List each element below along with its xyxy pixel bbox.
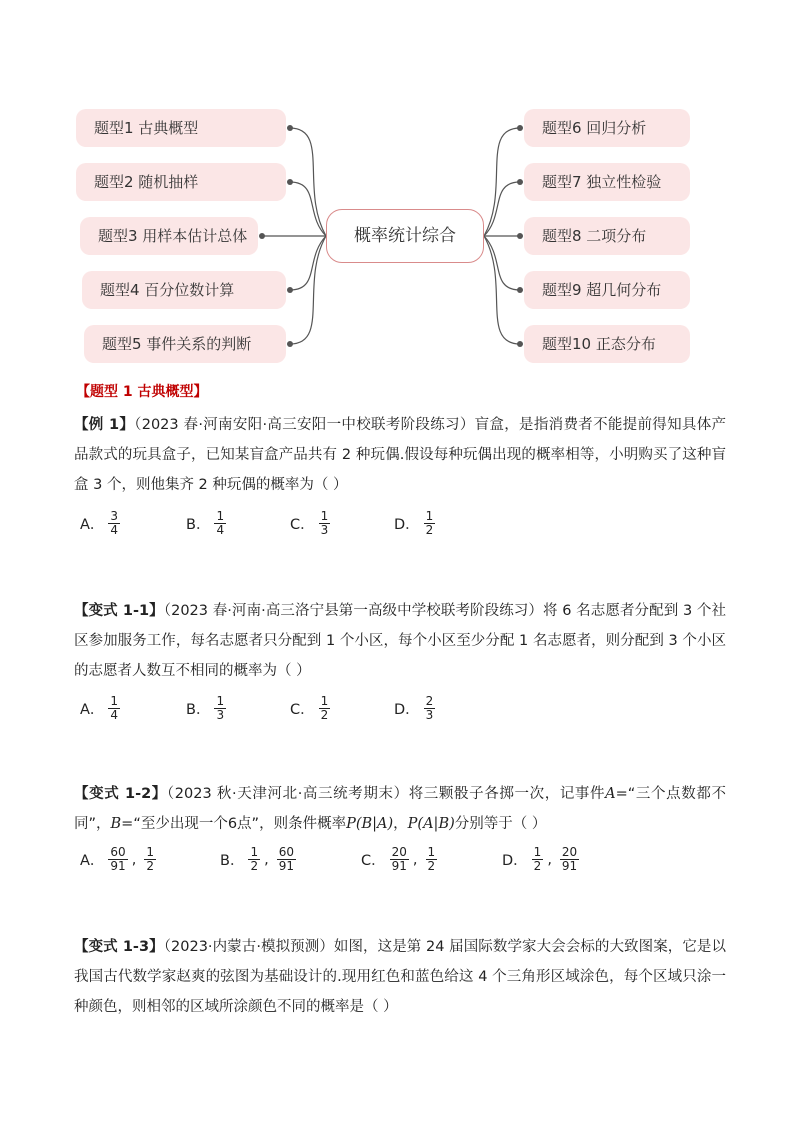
option-c: C． $\frac{20}{91}$ , $\frac{1}{2}$ <box>361 845 436 873</box>
mind-map-node-left-4: 题型4 百分位数计算 <box>82 271 286 309</box>
option-c: C． $\frac{1}{2}$ <box>290 694 329 722</box>
mind-map-node-left-3: 题型3 用样本估计总体 <box>80 217 258 255</box>
mind-map-node-left-5: 题型5 事件关系的判断 <box>84 325 286 363</box>
option-b: B． $\frac{1}{3}$ <box>186 694 225 722</box>
options-example-1 <box>80 510 480 544</box>
option-a: A． $\frac{3}{4}$ <box>80 509 119 537</box>
option-d: D． $\frac{2}{3}$ <box>394 694 434 722</box>
problem-variant-1-3 <box>74 932 726 1022</box>
mind-map-node-right-3: 题型8 二项分布 <box>524 217 690 255</box>
problem-tag: 【变式 1-1】 <box>74 603 164 619</box>
mind-map-center-node: 概率统计综合 <box>326 209 484 263</box>
fraction: $\frac{2}{3}$ <box>425 694 434 722</box>
options-variant-1-2 <box>80 846 640 880</box>
mind-map-node-left-2: 题型2 随机抽样 <box>76 163 286 201</box>
mind-map-node-right-2: 题型7 独立性检验 <box>524 163 690 201</box>
fraction: $\frac{1}{4}$ <box>216 509 225 537</box>
option-a: A． $\frac{60}{91}$ , $\frac{1}{2}$ <box>80 845 154 873</box>
mind-map-node-right-1: 题型6 回归分析 <box>524 109 690 147</box>
fraction: $\frac{1}{2}$ <box>425 509 434 537</box>
option-a: A． $\frac{1}{4}$ <box>80 694 119 722</box>
options-variant-1-1 <box>80 695 480 729</box>
mind-map <box>0 0 794 380</box>
connector-7 <box>484 182 520 236</box>
fraction: $\frac{3}{4}$ <box>110 509 119 537</box>
problem-tag: 【变式 1-3】 <box>74 939 164 955</box>
mind-map-node-right-5: 题型10 正态分布 <box>524 325 690 363</box>
connector-4 <box>290 236 326 290</box>
option-b: B． $\frac{1}{4}$ <box>186 509 225 537</box>
fraction: $\frac{1}{4}$ <box>110 694 119 722</box>
fraction: $\frac{1}{2}$ <box>320 694 329 722</box>
problem-text: （2023 春·河南·高三洛宁县第一高级中学校联考阶段练习）将 6 名志愿者分配到 3 个社区参加服务工作，每名志愿者只分配到 1 个小区，每个小区至少分配 1 名志愿者，则分配到 3 个小区的志愿者人数互不相同的概率为（ ） <box>74 603 726 679</box>
mind-map-node-left-1: 题型1 古典概型 <box>76 109 286 147</box>
problem-example-1 <box>74 410 726 500</box>
problem-tag: 【变式 1-2】 <box>74 786 167 802</box>
option-d: D． $\frac{1}{2}$ <box>394 509 434 537</box>
section-title: 【题型 1 古典概型】 <box>76 384 208 400</box>
fraction: $\frac{1}{3}$ <box>216 694 225 722</box>
problem-text: （2023 春·河南安阳·高三安阳一中校联考阶段练习）盲盒，是指消费者不能提前得知具体产品款式的玩具盒子，已知某盲盒产品共有 2 种玩偶.假设每种玩偶出现的概率相等，小明购买了这种盲盒 3 个，则他集齐 2 种玩偶的概率为（ ） <box>74 417 727 493</box>
option-b: B． $\frac{1}{2}$ , $\frac{60}{91}$ <box>220 845 294 873</box>
connector-9 <box>484 236 520 290</box>
option-c: C． $\frac{1}{3}$ <box>290 509 329 537</box>
mind-map-node-right-4: 题型9 超几何分布 <box>524 271 690 309</box>
problem-tag: 【例 1】 <box>74 417 135 433</box>
connector-2 <box>290 182 326 236</box>
problem-variant-1-1 <box>74 596 726 686</box>
option-d: D． $\frac{1}{2}$ , $\frac{20}{91}$ <box>502 845 578 873</box>
problem-text: （2023·内蒙古·模拟预测）如图，这是第 24 届国际数学家大会会标的大致图案，它是以我国古代数学家赵爽的弦图为基础设计的.现用红色和蓝色给这 4 个三角形区域涂色，每个区域只涂一种颜色，则相邻的区域所涂颜色不同的概率是（ ） <box>74 939 726 1015</box>
problem-variant-1-2: 【变式 1-2】（2023 秋·天津河北·高三统考期末）将三颗骰子各掷一次，记事件A=“三个点数都不同”，B=“至少出现一个6点”，则条件概率P(B|A)，P(A|B)分别等于（ ） <box>74 786 726 832</box>
fraction: $\frac{1}{3}$ <box>320 509 329 537</box>
